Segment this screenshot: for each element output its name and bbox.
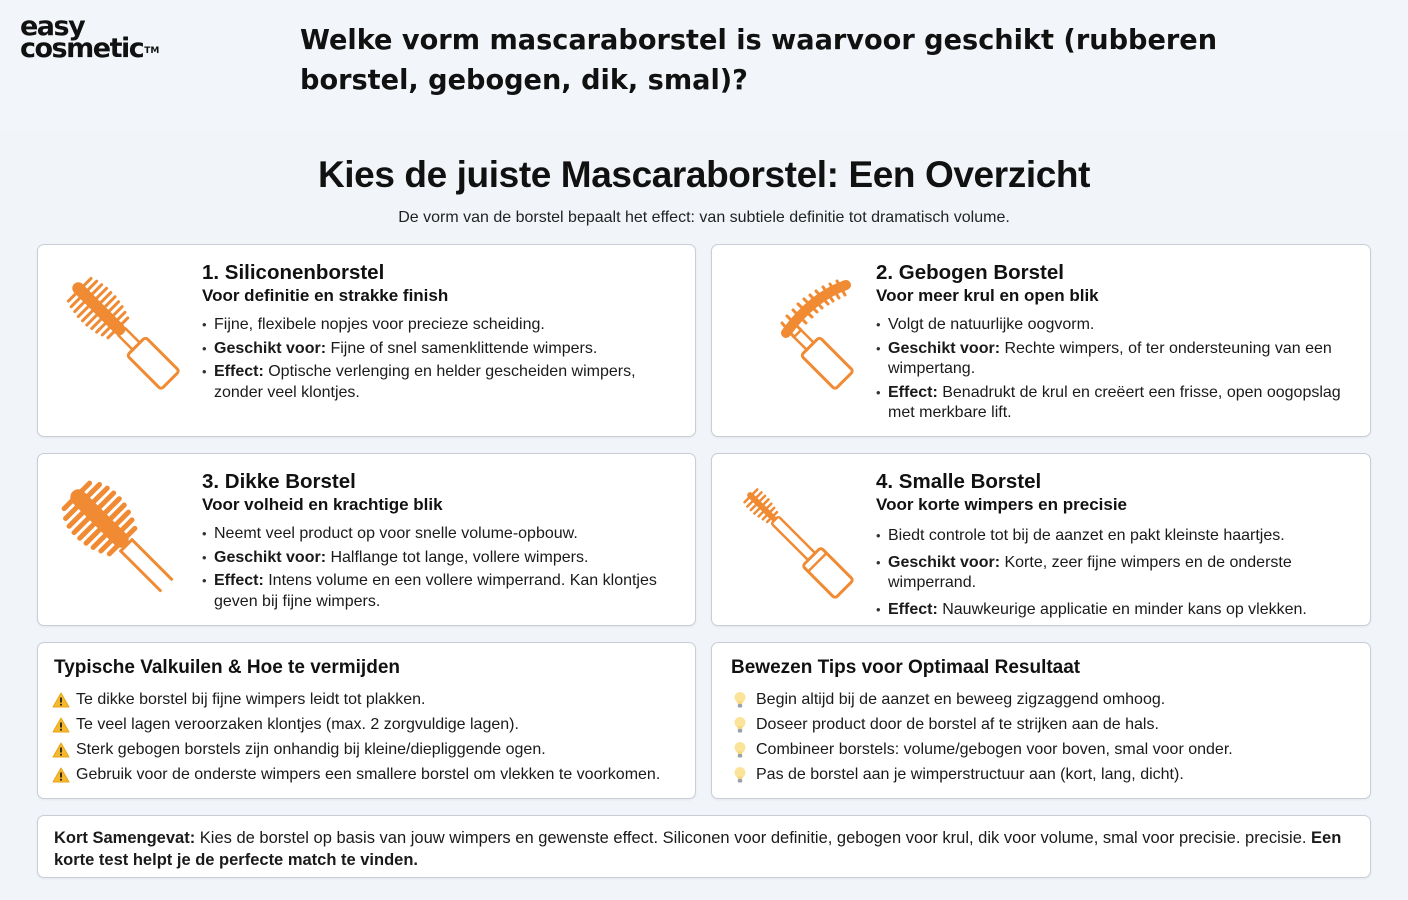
tip-item: Doseer product door de borstel af te strijken aan de hals. — [732, 712, 1233, 737]
brush-bullets — [202, 524, 679, 612]
trademark: TM — [144, 46, 160, 56]
summary-card — [37, 815, 1371, 878]
brush-title: 2. Gebogen Borstel — [876, 261, 1064, 284]
summary-closing: Een korte test helpt je de perfecte match te vinden. — [54, 829, 1342, 869]
summary-text: Kort Samengevat: Kies de borstel op basis van jouw wimpers en gewenste effect. Siliconen voor definitie, gebogen voor krul, dik voor volume, smal voor precisie. precisie. Een korte test helpt je de perfecte match te vinden. — [54, 829, 1342, 869]
bullet-feature: • Fijne, flexibele nopjes voor precieze scheiding. — [202, 315, 679, 336]
thick-brush-icon — [50, 464, 190, 614]
question-heading: Welke vorm mascaraborstel is waarvoor geschikt (rubberen borstel, gebogen, dik, smal)? — [300, 23, 1218, 96]
brush-title: 1. Siliconenborstel — [202, 261, 385, 284]
brush-card-thick — [37, 453, 696, 626]
lightbulb-icon — [732, 691, 748, 709]
warning-icon — [52, 717, 70, 733]
logo-line2: cosmetic™ — [20, 33, 160, 64]
lightbulb-icon — [732, 716, 748, 734]
brush-bullets — [202, 315, 679, 403]
brush-subtitle: Voor korte wimpers en precisie — [876, 495, 1127, 514]
infographic — [0, 130, 1408, 900]
warning-icon — [52, 692, 70, 708]
brush-subtitle: Voor meer krul en open blik — [876, 286, 1099, 305]
slim-brush-icon — [724, 464, 864, 614]
curved-brush-icon — [724, 255, 864, 405]
summary-label: Kort Samengevat: — [54, 829, 196, 847]
pitfalls-list — [52, 687, 660, 787]
brush-bullets — [876, 315, 1354, 424]
brush-card-silicone — [37, 244, 696, 437]
pitfalls-card — [37, 642, 696, 799]
brush-subtitle: Voor definitie en strakke finish — [202, 286, 449, 305]
tip-item: Begin altijd bij de aanzet en beweeg zigzaggend omhoog. — [732, 687, 1233, 712]
pitfalls-title: Typische Valkuilen & Hoe te vermijden — [54, 657, 400, 678]
warning-icon — [52, 742, 70, 758]
bullet-effect: • Effect: Benadrukt de krul en creëert een frisse, open oogopslag met merkbare lift. — [876, 383, 1354, 424]
lightbulb-icon — [732, 741, 748, 759]
bullet-effect: • Effect: Nauwkeurige applicatie en minder kans op vlekken. — [876, 600, 1354, 621]
tip-item: Combineer borstels: volume/gebogen voor boven, smal voor onder. — [732, 737, 1233, 762]
bullet-suitable: • Geschikt voor: Halflange tot lange, vollere wimpers. — [202, 548, 679, 569]
brand-logo — [20, 11, 160, 64]
brush-card-body — [202, 470, 679, 615]
pitfall-item: Gebruik voor de onderste wimpers een smallere borstel om vlekken te voorkomen. — [52, 762, 660, 787]
lightbulb-icon — [732, 766, 748, 784]
pitfall-item: Te dikke borstel bij fijne wimpers leidt tot plakken. — [52, 687, 660, 712]
brush-card-body — [876, 261, 1354, 427]
brush-title: 3. Dikke Borstel — [202, 470, 356, 493]
tips-card — [711, 642, 1371, 799]
brush-card-body — [876, 470, 1354, 623]
bullet-suitable: • Geschikt voor: Fijne of snel samenklittende wimpers. — [202, 339, 679, 360]
pitfall-item: Te veel lagen veroorzaken klontjes (max. 2 zorgvuldige lagen). — [52, 712, 660, 737]
bullet-feature: • Neemt veel product op voor snelle volume-opbouw. — [202, 524, 679, 545]
tips-title: Bewezen Tips voor Optimaal Resultaat — [731, 657, 1081, 678]
pitfall-item: Sterk gebogen borstels zijn onhandig bij kleine/diepliggende ogen. — [52, 737, 660, 762]
bullet-feature: • Volgt de natuurlijke oogvorm. — [876, 315, 1354, 336]
silicone-brush-icon — [50, 255, 190, 405]
logo-line1: easy — [20, 11, 85, 42]
bullet-suitable: • Geschikt voor: Rechte wimpers, of ter ondersteuning van een wimpertang. — [876, 339, 1354, 380]
bullet-effect: • Effect: Intens volume en een vollere wimperrand. Kan klontjes geven bij fijne wimpers. — [202, 571, 679, 612]
brush-title: 4. Smalle Borstel — [876, 470, 1042, 493]
infographic-subtitle: De vorm van de borstel bepaalt het effect: van subtiele definitie tot dramatisch volume. — [398, 209, 1010, 226]
warning-icon — [52, 767, 70, 783]
brush-card-body — [202, 261, 679, 406]
bullet-effect: • Effect: Optische verlenging en helder gescheiden wimpers, zonder veel klontjes. — [202, 362, 679, 403]
brush-card-curved — [711, 244, 1371, 437]
brush-subtitle: Voor volheid en krachtige blik — [202, 495, 443, 514]
brush-bullets — [876, 526, 1354, 620]
infographic-title: Kies de juiste Mascaraborstel: Een Overzicht — [317, 154, 1091, 195]
tips-list — [732, 687, 1233, 787]
tip-item: Pas de borstel aan je wimperstructuur aan (kort, lang, dicht). — [732, 762, 1233, 787]
bullet-suitable: • Geschikt voor: Korte, zeer fijne wimpers en de onderste wimperrand. — [876, 553, 1354, 594]
brush-card-slim — [711, 453, 1371, 626]
bullet-feature: • Biedt controle tot bij de aanzet en pakt kleinste haartjes. — [876, 526, 1354, 547]
